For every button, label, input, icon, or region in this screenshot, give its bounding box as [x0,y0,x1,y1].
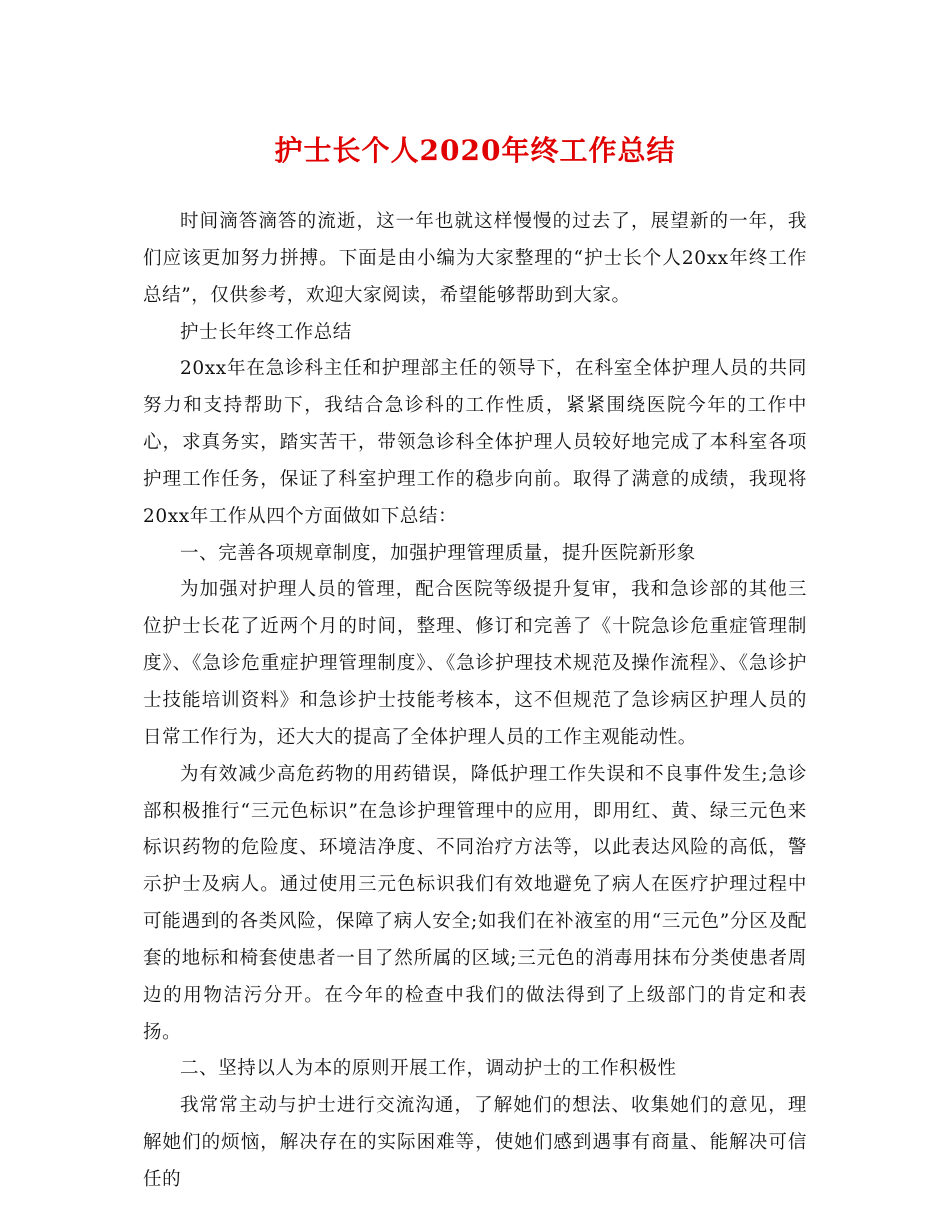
section-heading-1: 一、完善各项规章制度，加强护理管理质量，提升医院新形象 [180,542,696,564]
paragraph-overview: 20xx年在急诊科主任和护理部主任的领导下，在科室全体护理人员的共同努力和支持帮助下，我结合急诊科的工作性质，紧紧围绕医院今年的工作中心，求真务实，踏实苦干，带领急诊科全体护理人员较好地完成了本科室各项护理工作任务，保证了科室护理工作的稳步向前。取得了满意的成绩，我现将20xx年工作从四个方面做如下总结： [143,358,807,527]
paragraph-communication: 我常常主动与护士进行交流沟通，了解她们的想法、收集她们的意见，理解她们的烦恼，解决存在的实际困难等，使她们感到遇事有商量、能解决可信任的 [143,1095,807,1190]
paragraph-three-color: 为有效减少高危药物的用药错误，降低护理工作失误和不良事件发生;急诊部积极推行“三元色标识”在急诊护理管理中的应用，即用红、黄、绿三元色来标识药物的危险度、环境洁净度、不同治疗方法等，以此表达风险的高低，警示护士及病人。通过使用三元色标识我们有效地避免了病人在医疗护理过程中可能遇到的各类风险，保障了病人安全;如我们在补液室的用“三元色”分区及配套的地标和椅套使患者一目了然所属的区域;三元色的消毒用抹布分类使患者周边的用物洁污分开。在今年的检查中我们的做法得到了上级部门的肯定和表扬。 [143,763,807,1043]
paragraph-subtitle: 护士长年终工作总结 [180,321,352,343]
document-title: 护士长个人2020年终工作总结 [274,134,676,167]
paragraph-regulations: 为加强对护理人员的管理，配合医院等级提升复审，我和急诊部的其他三位护士长花了近两个月的时间，整理、修订和完善了《十院急诊危重症管理制度》、《急诊危重症护理管理制度》、《急诊护理技术规范及操作流程》、《急诊护士技能培训资料》和急诊护士技能考核本，这不但规范了急诊病区护理人员的日常工作行为，还大大的提高了全体护理人员的工作主观能动性。 [143,579,807,748]
paragraph-intro: 时间滴答滴答的流逝，这一年也就这样慢慢的过去了，展望新的一年，我们应该更加努力拼搏。下面是由小编为大家整理的“护士长个人20xx年终工作总结”，仅供参考，欢迎大家阅读，希望能够帮助到大家。 [143,211,807,306]
document-body [143,204,807,1199]
section-heading-2: 二、坚持以人为本的原则开展工作，调动护士的工作积极性 [180,1058,677,1080]
